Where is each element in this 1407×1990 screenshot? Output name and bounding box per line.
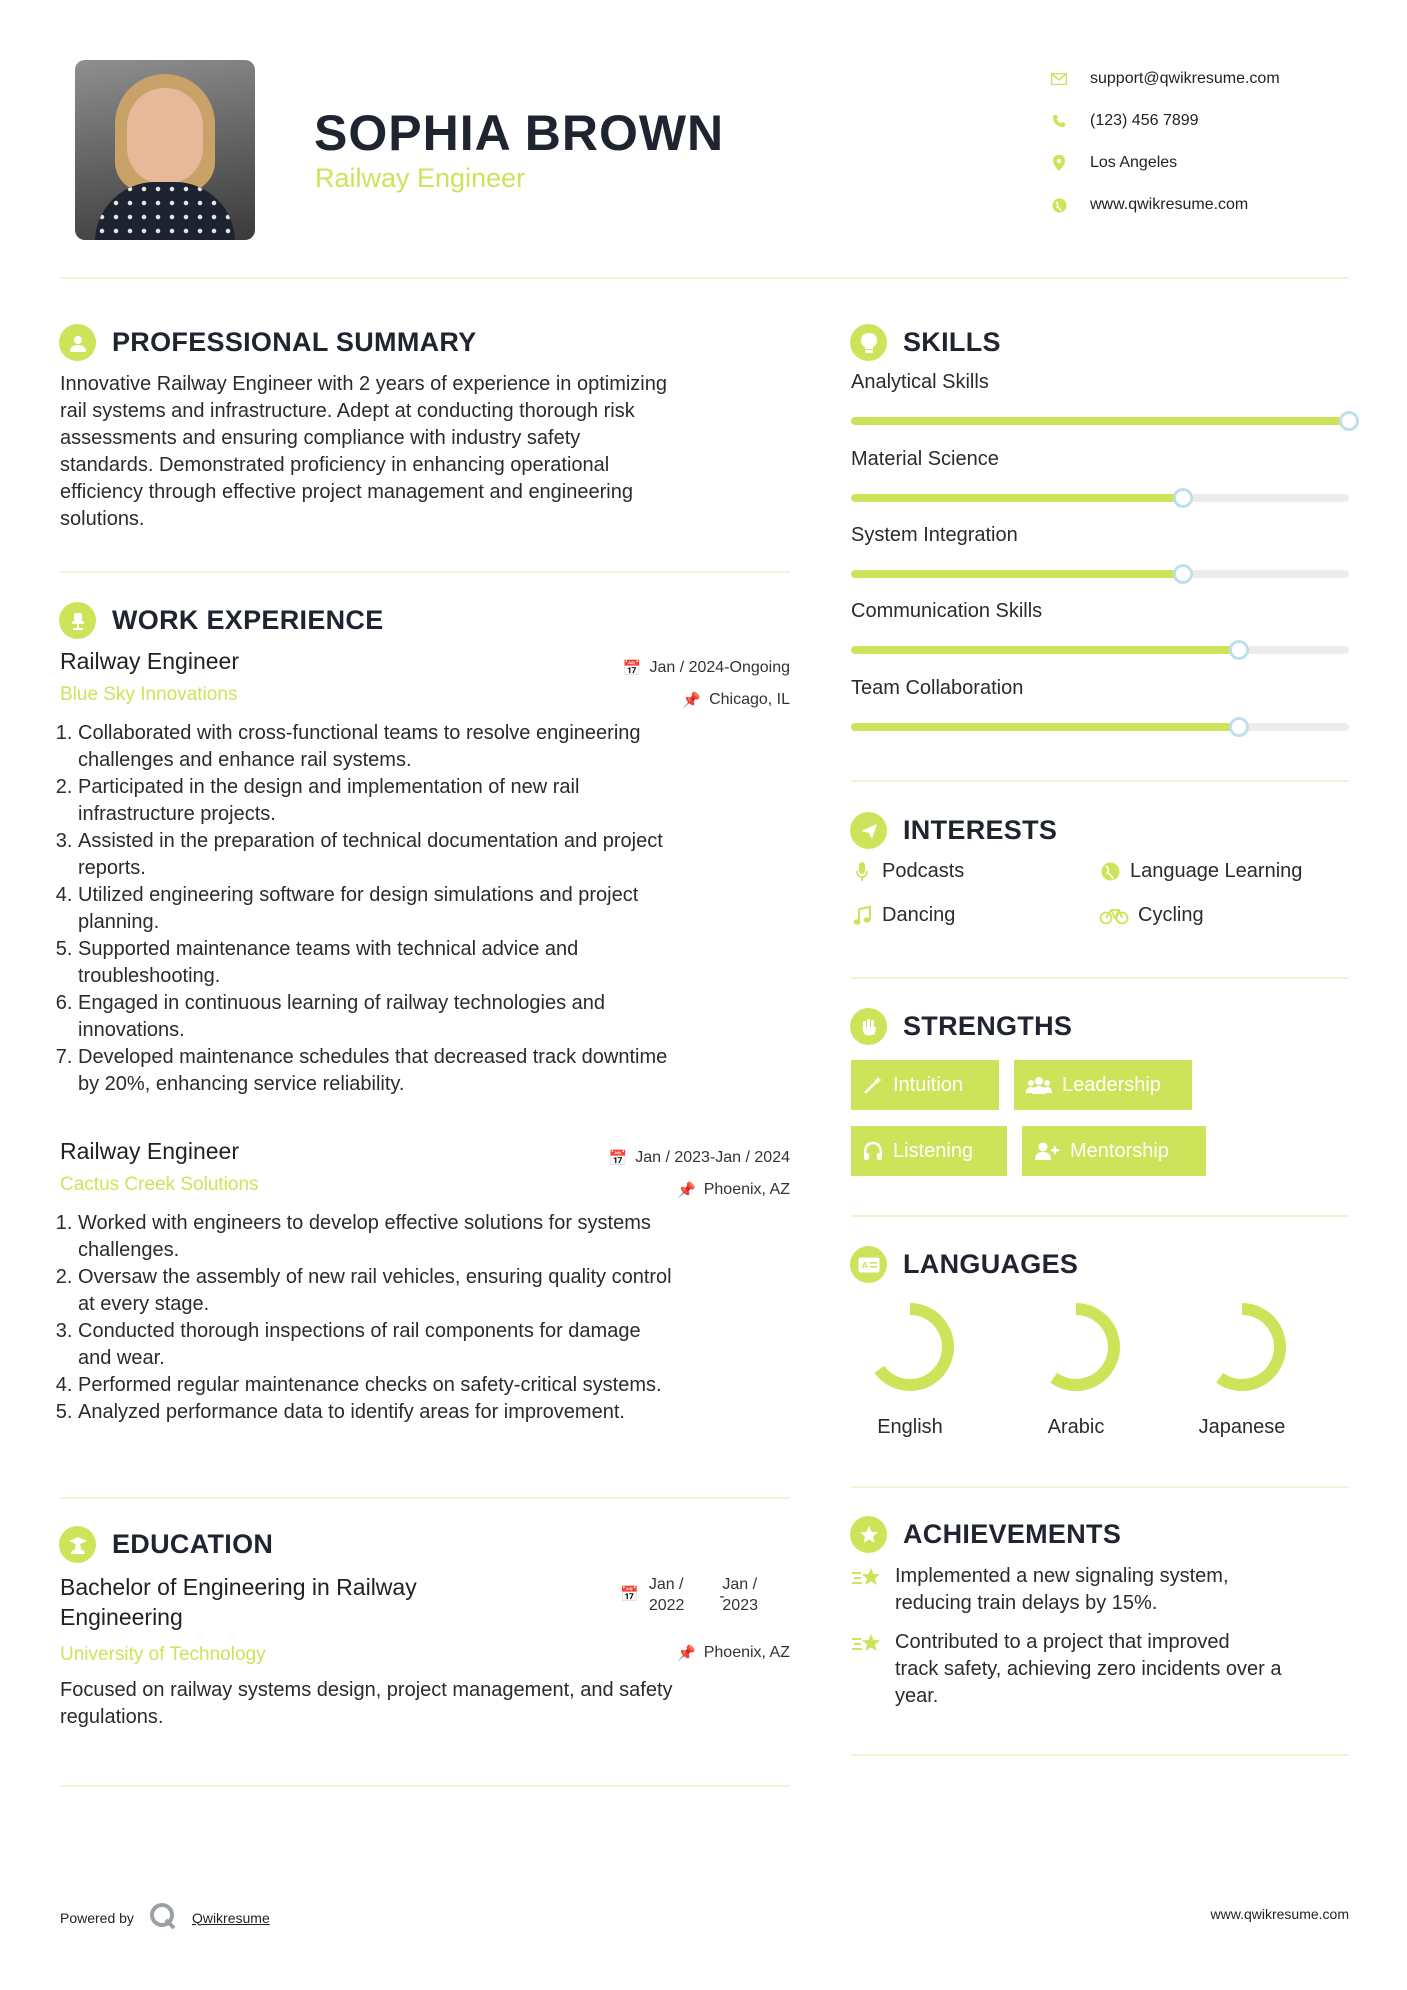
profile-photo [75,60,255,240]
svg-text:A: A [861,1260,868,1270]
header-divider [60,277,1349,279]
skill-label: System Integration [851,524,1018,546]
work-section-header [59,602,384,639]
qwikresume-logo-icon [148,1901,178,1934]
skill-bar [851,723,1349,731]
calendar-icon: 📅 [622,660,642,677]
job-date [609,1149,790,1167]
degree-line: Engineering [60,1604,183,1630]
star-badge-icon [850,1516,887,1553]
job-role: Railway Engineer [60,1138,239,1164]
user-icon [59,324,96,361]
list-item: 1. Collaborated with cross-functional teams to resolve engineering challenges and enhance rail systems. [78,720,790,774]
strength-label: Listening [893,1139,974,1162]
language-label: Arabic [1047,1416,1105,1438]
achievement-text: Contributed to a project that improved track safety, achieving zero incidents over a year. [895,1631,1282,1707]
contact-phone-text: (123) 456 7899 [1090,112,1199,129]
strengths-heading: STRENGTHS [903,1011,1073,1041]
summary-line: standards. Demonstrated proficiency in enhancing operational [60,454,610,476]
summary-line: rail systems and infrastructure. Adept at conducting thorough risk [60,400,635,422]
footer-website[interactable]: www.qwikresume.com [1210,1906,1349,1922]
interest-label: Dancing [882,904,956,926]
skill-bar [851,494,1349,502]
education-entry [60,1572,790,1731]
list-item: 4. Utilized engineering software for design simulations and project planning. [78,882,790,936]
achievements-heading: ACHIEVEMENTS [903,1519,1122,1549]
skill-bar [851,417,1349,425]
skill-label: Team Collaboration [851,677,1024,699]
skill-bar-fill [851,494,1183,502]
job-responsibilities [60,1210,790,1426]
skill-bar-handle [1173,488,1193,508]
skill-item [851,600,1349,654]
summary-divider [60,571,790,573]
education-location-text: Phoenix, AZ [703,1644,790,1661]
achievements-section-header [850,1516,1121,1553]
skill-label: Analytical Skills [851,371,989,393]
summary-heading: PROFESSIONAL SUMMARY [112,327,477,357]
shooting-star-icon [851,1565,883,1617]
skill-label: Material Science [851,448,999,470]
interest-item [851,860,964,883]
strength-tag [851,1126,1007,1176]
phone-icon [1050,112,1068,130]
contact-website[interactable] [1050,184,1280,226]
powered-by-text: Powered by [60,1909,134,1926]
interest-item [1099,904,1204,927]
interests-section-header [850,812,1057,849]
list-item: 1. Worked with engineers to develop effective solutions for systems challenges. [78,1210,790,1264]
list-item: 3. Assisted in the preparation of technical documentation and project reports. [78,828,790,882]
list-item: 2. Oversaw the assembly of new rail vehicles, ensuring quality control at every stage. [78,1264,790,1318]
list-item: 5. Supported maintenance teams with technical advice and troubleshooting. [78,936,790,990]
skill-bar-handle [1339,411,1359,431]
users-icon [1026,1075,1052,1095]
headphones-icon [863,1141,883,1161]
skill-bar-fill [851,570,1183,578]
interest-label: Cycling [1138,904,1204,926]
job-entry [60,1138,790,1426]
lightbulb-icon [850,324,887,361]
qwikresume-link[interactable]: Qwikresume [191,1909,270,1926]
school: University of Technology [60,1644,266,1665]
strength-tag [851,1060,999,1110]
summary-line: Innovative Railway Engineer with 2 years of experience in optimizing [60,373,667,395]
job-location [677,1181,790,1199]
achievements-divider [851,1754,1349,1756]
interest-item [851,904,955,927]
strength-tag [1014,1060,1192,1110]
job-date-text: Jan / 2023-Jan / 2024 [635,1149,790,1166]
job-location-text: Phoenix, AZ [703,1181,790,1198]
job-role: Railway Engineer [60,648,239,674]
education-date [620,1574,758,1616]
strengths-divider [851,1215,1349,1217]
summary-line: assessments and ensuring compliance with industry safety [60,427,581,449]
skill-item [851,524,1349,578]
skill-bar-handle [1229,717,1249,737]
education-divider [60,1785,790,1787]
summary-line: efficiency through effective project management and engineering [60,481,633,503]
language-gauge [1195,1300,1289,1394]
strength-label: Leadership [1062,1073,1161,1096]
skills-heading: SKILLS [903,327,1001,357]
work-divider [60,1497,790,1499]
contact-location-text: Los Angeles [1090,154,1178,171]
language-card-icon [850,1246,887,1283]
education-date-end: - Jan / 2023 [719,1576,758,1614]
language-item [1182,1300,1302,1439]
magic-wand-icon [863,1075,883,1095]
summary-line: solutions. [60,508,145,530]
date-separator: - [719,1588,725,1605]
interest-item [1099,860,1302,883]
language-item [850,1300,970,1439]
list-item: 3. Conducted thorough inspections of rail components for damage and wear. [78,1318,790,1372]
language-gauge [863,1300,957,1394]
language-gauge [1029,1300,1123,1394]
skill-bar [851,570,1349,578]
education-heading: EDUCATION [112,1529,274,1559]
skill-bar [851,646,1349,654]
job-company: Blue Sky Innovations [60,684,238,705]
languages-divider [851,1486,1349,1488]
globe-icon [1099,862,1121,881]
skill-item [851,371,1349,425]
language-item [1016,1300,1136,1439]
language-label: Japanese [1198,1416,1286,1438]
paper-plane-icon [850,812,887,849]
skill-bar-fill [851,417,1349,425]
job-location [682,691,790,709]
skill-bar-fill [851,646,1239,654]
summary-section-header [59,324,477,361]
skill-bar-handle [1173,564,1193,584]
footer-powered-by [60,1901,270,1934]
contact-email-text: support@qwikresume.com [1090,70,1280,87]
job-responsibilities [60,720,790,1098]
interest-label: Podcasts [882,860,965,882]
candidate-title: Railway Engineer [315,163,526,193]
strengths-section-header [850,1008,1072,1045]
job-date [623,659,790,677]
education-section-header [59,1526,273,1563]
contact-email[interactable] [1050,58,1280,100]
calendar-icon: 📅 [620,1586,639,1603]
list-item: 5. Analyzed performance data to identify areas for improvement. [78,1399,790,1426]
office-chair-icon [59,602,96,639]
language-label: English [877,1416,943,1438]
achievement-item [851,1563,1351,1617]
strength-tag [1022,1126,1206,1176]
work-heading: WORK EXPERIENCE [112,605,384,635]
skill-bar-handle [1229,640,1249,660]
list-item: 6. Engaged in continuous learning of railway technologies and innovations. [78,990,790,1044]
degree-line: Bachelor of Engineering in Railway [60,1574,417,1600]
pushpin-icon: 📌 [682,692,702,709]
skills-section-header [850,324,1001,361]
skills-divider [851,780,1349,782]
interest-label: Language Learning [1130,860,1303,882]
skill-item [851,448,1349,502]
contact-list [1050,58,1280,226]
candidate-name: SOPHIA BROWN [314,105,725,161]
languages-heading: LANGUAGES [903,1249,1079,1279]
languages-section-header [850,1246,1078,1283]
globe-icon [1050,196,1068,214]
user-plus-icon [1034,1141,1060,1161]
strength-label: Mentorship [1070,1139,1169,1162]
raised-hand-icon [850,1008,887,1045]
skill-label: Communication Skills [851,600,1043,622]
summary-text [60,371,800,533]
microphone-icon [851,862,873,882]
education-date-start: Jan / 2022 [648,1576,685,1614]
strength-label: Intuition [893,1073,964,1096]
graduate-icon [59,1526,96,1563]
list-item: 7. Developed maintenance schedules that decreased track downtime by 20%, enhancing service reliability. [78,1044,790,1098]
list-item: 2. Participated in the design and implementation of new rail infrastructure projects. [78,774,790,828]
shooting-star-icon [851,1631,883,1710]
education-description: Focused on railway systems design, project management, and safety regulations. [60,1679,673,1728]
job-date-text: Jan / 2024-Ongoing [649,659,790,676]
pushpin-icon: 📌 [677,1182,696,1199]
job-entry [60,648,790,1098]
contact-phone[interactable] [1050,100,1280,142]
list-item: 4. Performed regular maintenance checks on safety-critical systems. [78,1372,790,1399]
education-location [677,1644,790,1662]
calendar-icon: 📅 [608,1150,628,1167]
skill-bar-fill [851,723,1239,731]
job-company: Cactus Creek Solutions [60,1174,259,1195]
contact-website-text: www.qwikresume.com [1090,196,1249,213]
achievement-item [851,1629,1351,1710]
map-pin-icon [1050,154,1068,172]
envelope-icon [1050,70,1068,88]
contact-location [1050,142,1280,184]
skill-item [851,677,1349,731]
bicycle-icon [1099,907,1129,925]
interests-heading: INTERESTS [903,815,1058,845]
pushpin-icon: 📌 [677,1645,696,1662]
job-location-text: Chicago, IL [709,691,790,708]
interests-divider [851,977,1349,979]
achievement-text: Implemented a new signaling system, reducing train delays by 15%. [895,1565,1229,1614]
music-note-icon [851,906,873,926]
